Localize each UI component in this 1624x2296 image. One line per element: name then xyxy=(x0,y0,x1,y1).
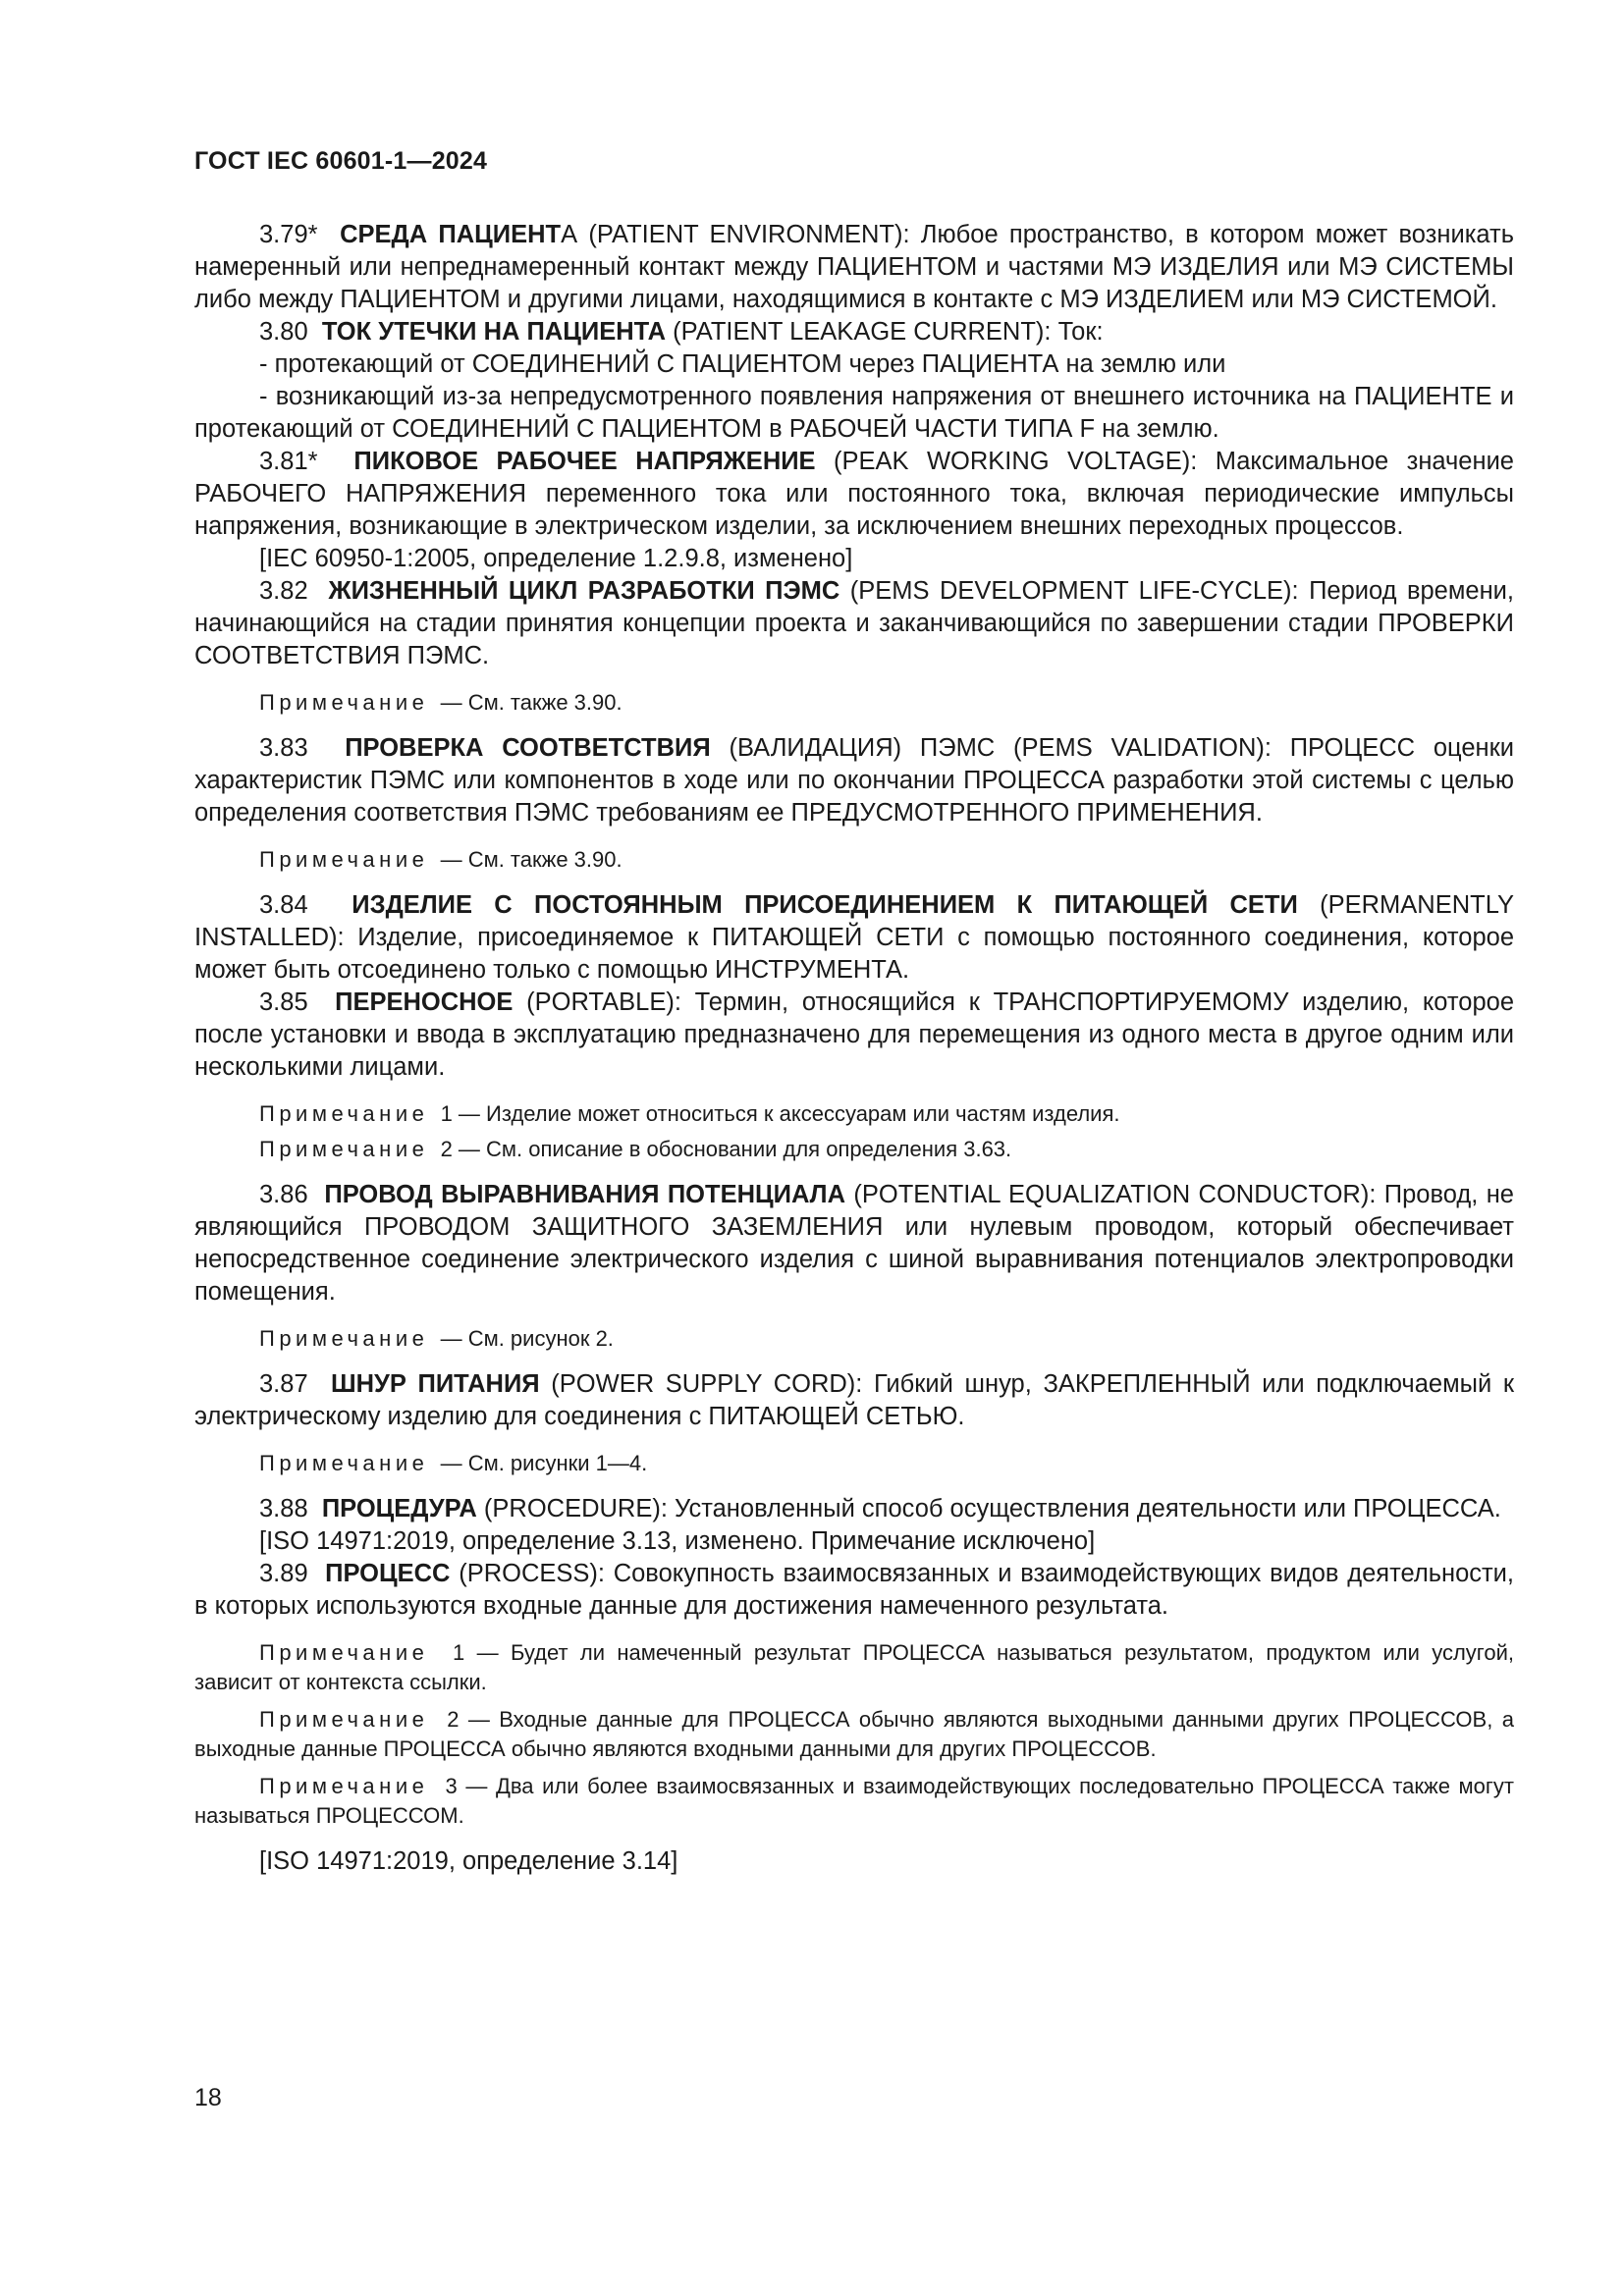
definition-text: (PERMANENTLY INSTALLED): Изделие, присоединяемое к ПИТАЮЩЕЙ СЕТИ с помощью постоянного соединения, которое может быть отсоединено только с помощью ИНСТРУМЕНТА. xyxy=(194,891,1514,984)
term: ПРОЦЕСС xyxy=(325,1560,451,1587)
clause-number: 3.84 xyxy=(259,891,308,919)
term: ПИКОВОЕ РАБОЧЕЕ НАПРЯЖЕНИЕ xyxy=(353,448,816,475)
clause-number: 3.88 xyxy=(259,1495,308,1522)
term: ЖИЗНЕННЫЙ ЦИКЛ РАЗРАБОТКИ ПЭМС xyxy=(328,577,840,605)
note: Примечание — См. также 3.90. xyxy=(259,847,623,872)
clause-number: 3.80 xyxy=(259,318,308,346)
definition-text: (PROCESS): Совокупность взаимосвязанных и взаимодействующих видов деятельности, в которых используются входные данные для достижения намеченного результата. xyxy=(194,1560,1515,1620)
source-reference: [IEC 60950-1:2005, определение 1.2.9.8, изменено] xyxy=(259,545,853,572)
document-body xyxy=(194,219,1514,1878)
clause-number: 3.83 xyxy=(259,734,308,762)
source-reference: [ISO 14971:2019, определение 3.13, изменено. Примечание исключено] xyxy=(259,1527,1096,1555)
note: Примечание — См. также 3.90. xyxy=(259,690,623,715)
definition-text: (ВАЛИДАЦИЯ) ПЭМС (PEMS VALIDATION): ПРОЦЕСС оценки характеристик ПЭМС или компонентов в ходе или по окончании ПРОЦЕССА разработки этой системы с целью определения соответствия ПЭМС требованиям ее ПРЕДУСМОТРЕННОГО ПРИМЕНЕНИЯ. xyxy=(194,734,1514,827)
definition-text: (POTENTIAL EQUALIZATION CONDUCTOR): Провод, не являющийся ПРОВОДОМ ЗАЩИТНОГО ЗАЗЕМЛЕНИЯ или нулевым проводом, который обеспечивает непосредственное соединение электрического изделия с шиной выравнивания потенциалов электропроводки помещения. xyxy=(194,1181,1514,1306)
definition-3-86 xyxy=(194,1179,1514,1308)
term: ПРОВОД ВЫРАВНИВАНИЯ ПОТЕНЦИАЛА xyxy=(324,1181,845,1208)
term: ПЕРЕНОСНОЕ xyxy=(335,988,514,1016)
term: ШНУР ПИТАНИЯ xyxy=(330,1370,540,1398)
definition-3-89 xyxy=(194,1558,1514,1623)
term: ПРОЦЕДУРА xyxy=(321,1495,477,1522)
definition-3-87 xyxy=(194,1368,1514,1433)
note: Примечание — См. рисунок 2. xyxy=(259,1326,614,1351)
definition-3-83 xyxy=(194,732,1514,829)
document-header: ГОСТ IEC 60601-1—2024 xyxy=(194,147,488,175)
definition-text: (POWER SUPPLY CORD): Гибкий шнур, ЗАКРЕПЛЕННЫЙ или подключаемый к электрическому изделию для соединения с ПИТАЮЩЕЙ СЕТЬЮ. xyxy=(194,1370,1514,1430)
note: Примечание 1 — Изделие может относиться к аксессуарам или частям изделия. xyxy=(259,1101,1120,1126)
definition-text: (PATIENT LEAKAGE CURRENT): Ток: xyxy=(666,318,1104,346)
definition-3-84 xyxy=(194,889,1514,987)
note: Примечание 1 — Будет ли намеченный результат ПРОЦЕССА называться результатом, продуктом или услугой, зависит от контекста ссылки. xyxy=(194,1640,1514,1694)
term: ИЗДЕЛИЕ С ПОСТОЯННЫМ ПРИСОЕДИНЕНИЕМ К ПИТАЮЩЕЙ СЕТИ xyxy=(352,891,1298,919)
list-item: - протекающий от СОЕДИНЕНИЙ С ПАЦИЕНТОМ через ПАЦИЕНТА на землю или xyxy=(259,350,1226,378)
definition-text: (PATIENT ENVIRONMENT): Любое пространство, в котором может возникать намеренный или непреднамеренный контакт между ПАЦИЕНТОМ и частями МЭ ИЗДЕЛИЯ или МЭ СИСТЕМЫ либо между ПАЦИЕНТОМ и другими лицами, находящимися в контакте с МЭ ИЗДЕЛИЕМ или МЭ СИСТЕМОЙ. xyxy=(194,221,1515,313)
clause-number: 3.89 xyxy=(259,1560,308,1587)
definition-3-81 xyxy=(194,446,1514,543)
definition-3-82 xyxy=(194,575,1514,672)
term: СРЕДА ПАЦИЕНТ xyxy=(340,221,562,248)
note: Примечание 2 — См. описание в обосновании для определения 3.63. xyxy=(259,1137,1012,1161)
clause-number: 3.79* xyxy=(259,221,318,248)
page-number: 18 xyxy=(194,2084,222,2111)
definition-3-88 xyxy=(194,1493,1514,1525)
definition-text: (PORTABLE): Термин, относящийся к ТРАНСПОРТИРУЕМОМУ изделию, которое после установки и ввода в эксплуатацию предназначено для перемещения из одного места в другое одним или несколькими лицами. xyxy=(194,988,1514,1081)
term: ПРОВЕРКА СООТВЕТСТВИЯ xyxy=(345,734,711,762)
definition-text: (PEMS DEVELOPMENT LIFE-CYCLE): Период времени, начинающийся на стадии принятия концепции проекта и заканчивающийся по завершении стадии ПРОВЕРКИ СООТВЕТСТВИЯ ПЭМС. xyxy=(194,577,1514,669)
definition-3-85 xyxy=(194,987,1514,1084)
clause-number: 3.87 xyxy=(259,1370,308,1398)
clause-number: 3.81* xyxy=(259,448,318,475)
clause-number: 3.86 xyxy=(259,1181,308,1208)
definition-text: (PEAK WORKING VOLTAGE): Максимальное значение РАБОЧЕГО НАПРЯЖЕНИЯ переменного тока или постоянного тока, включая периодические импульсы напряжения, возникающие в электрическом изделии, за исключением внешних переходных процессов. xyxy=(194,448,1514,540)
clause-number: 3.85 xyxy=(259,988,308,1016)
note: Примечание — См. рисунки 1—4. xyxy=(259,1451,648,1475)
list-item: - возникающий из-за непредусмотренного появления напряжения от внешнего источника на ПАЦИЕНТЕ и протекающий от СОЕДИНЕНИЙ С ПАЦИЕНТОМ в РАБОЧЕЙ ЧАСТИ ТИПА F на землю. xyxy=(194,383,1514,443)
note: Примечание 2 — Входные данные для ПРОЦЕССА обычно являются выходными данными других ПРОЦЕССОВ, а выходные данные ПРОЦЕССА обычно являются входными данными для других ПРОЦЕССОВ. xyxy=(194,1707,1514,1761)
definition-text: (PROCEDURE): Установленный способ осуществления деятельности или ПРОЦЕССА. xyxy=(476,1495,1501,1522)
source-reference: [ISO 14971:2019, определение 3.14] xyxy=(259,1847,678,1875)
definition-3-80 xyxy=(194,316,1514,348)
note: Примечание 3 — Два или более взаимосвязанных и взаимодействующих последовательно ПРОЦЕССА также могут называться ПРОЦЕССОМ. xyxy=(194,1774,1514,1828)
clause-number: 3.82 xyxy=(259,577,308,605)
term: ТОК УТЕЧКИ НА ПАЦИЕНТА xyxy=(321,318,667,346)
definition-3-79: 3.79* СРЕДА ПАЦИЕНТА (PATIENT ENVIRONMENT): Любое пространство, в котором может возникать намеренный или непреднамеренный контакт между ПАЦИЕНТОМ и частями МЭ ИЗДЕЛИЯ или МЭ СИСТЕМЫ либо между ПАЦИЕНТОМ и другими лицами, находящимися в контакте с МЭ ИЗДЕЛИЕМ или МЭ СИСТЕМОЙ. xyxy=(194,221,1515,313)
